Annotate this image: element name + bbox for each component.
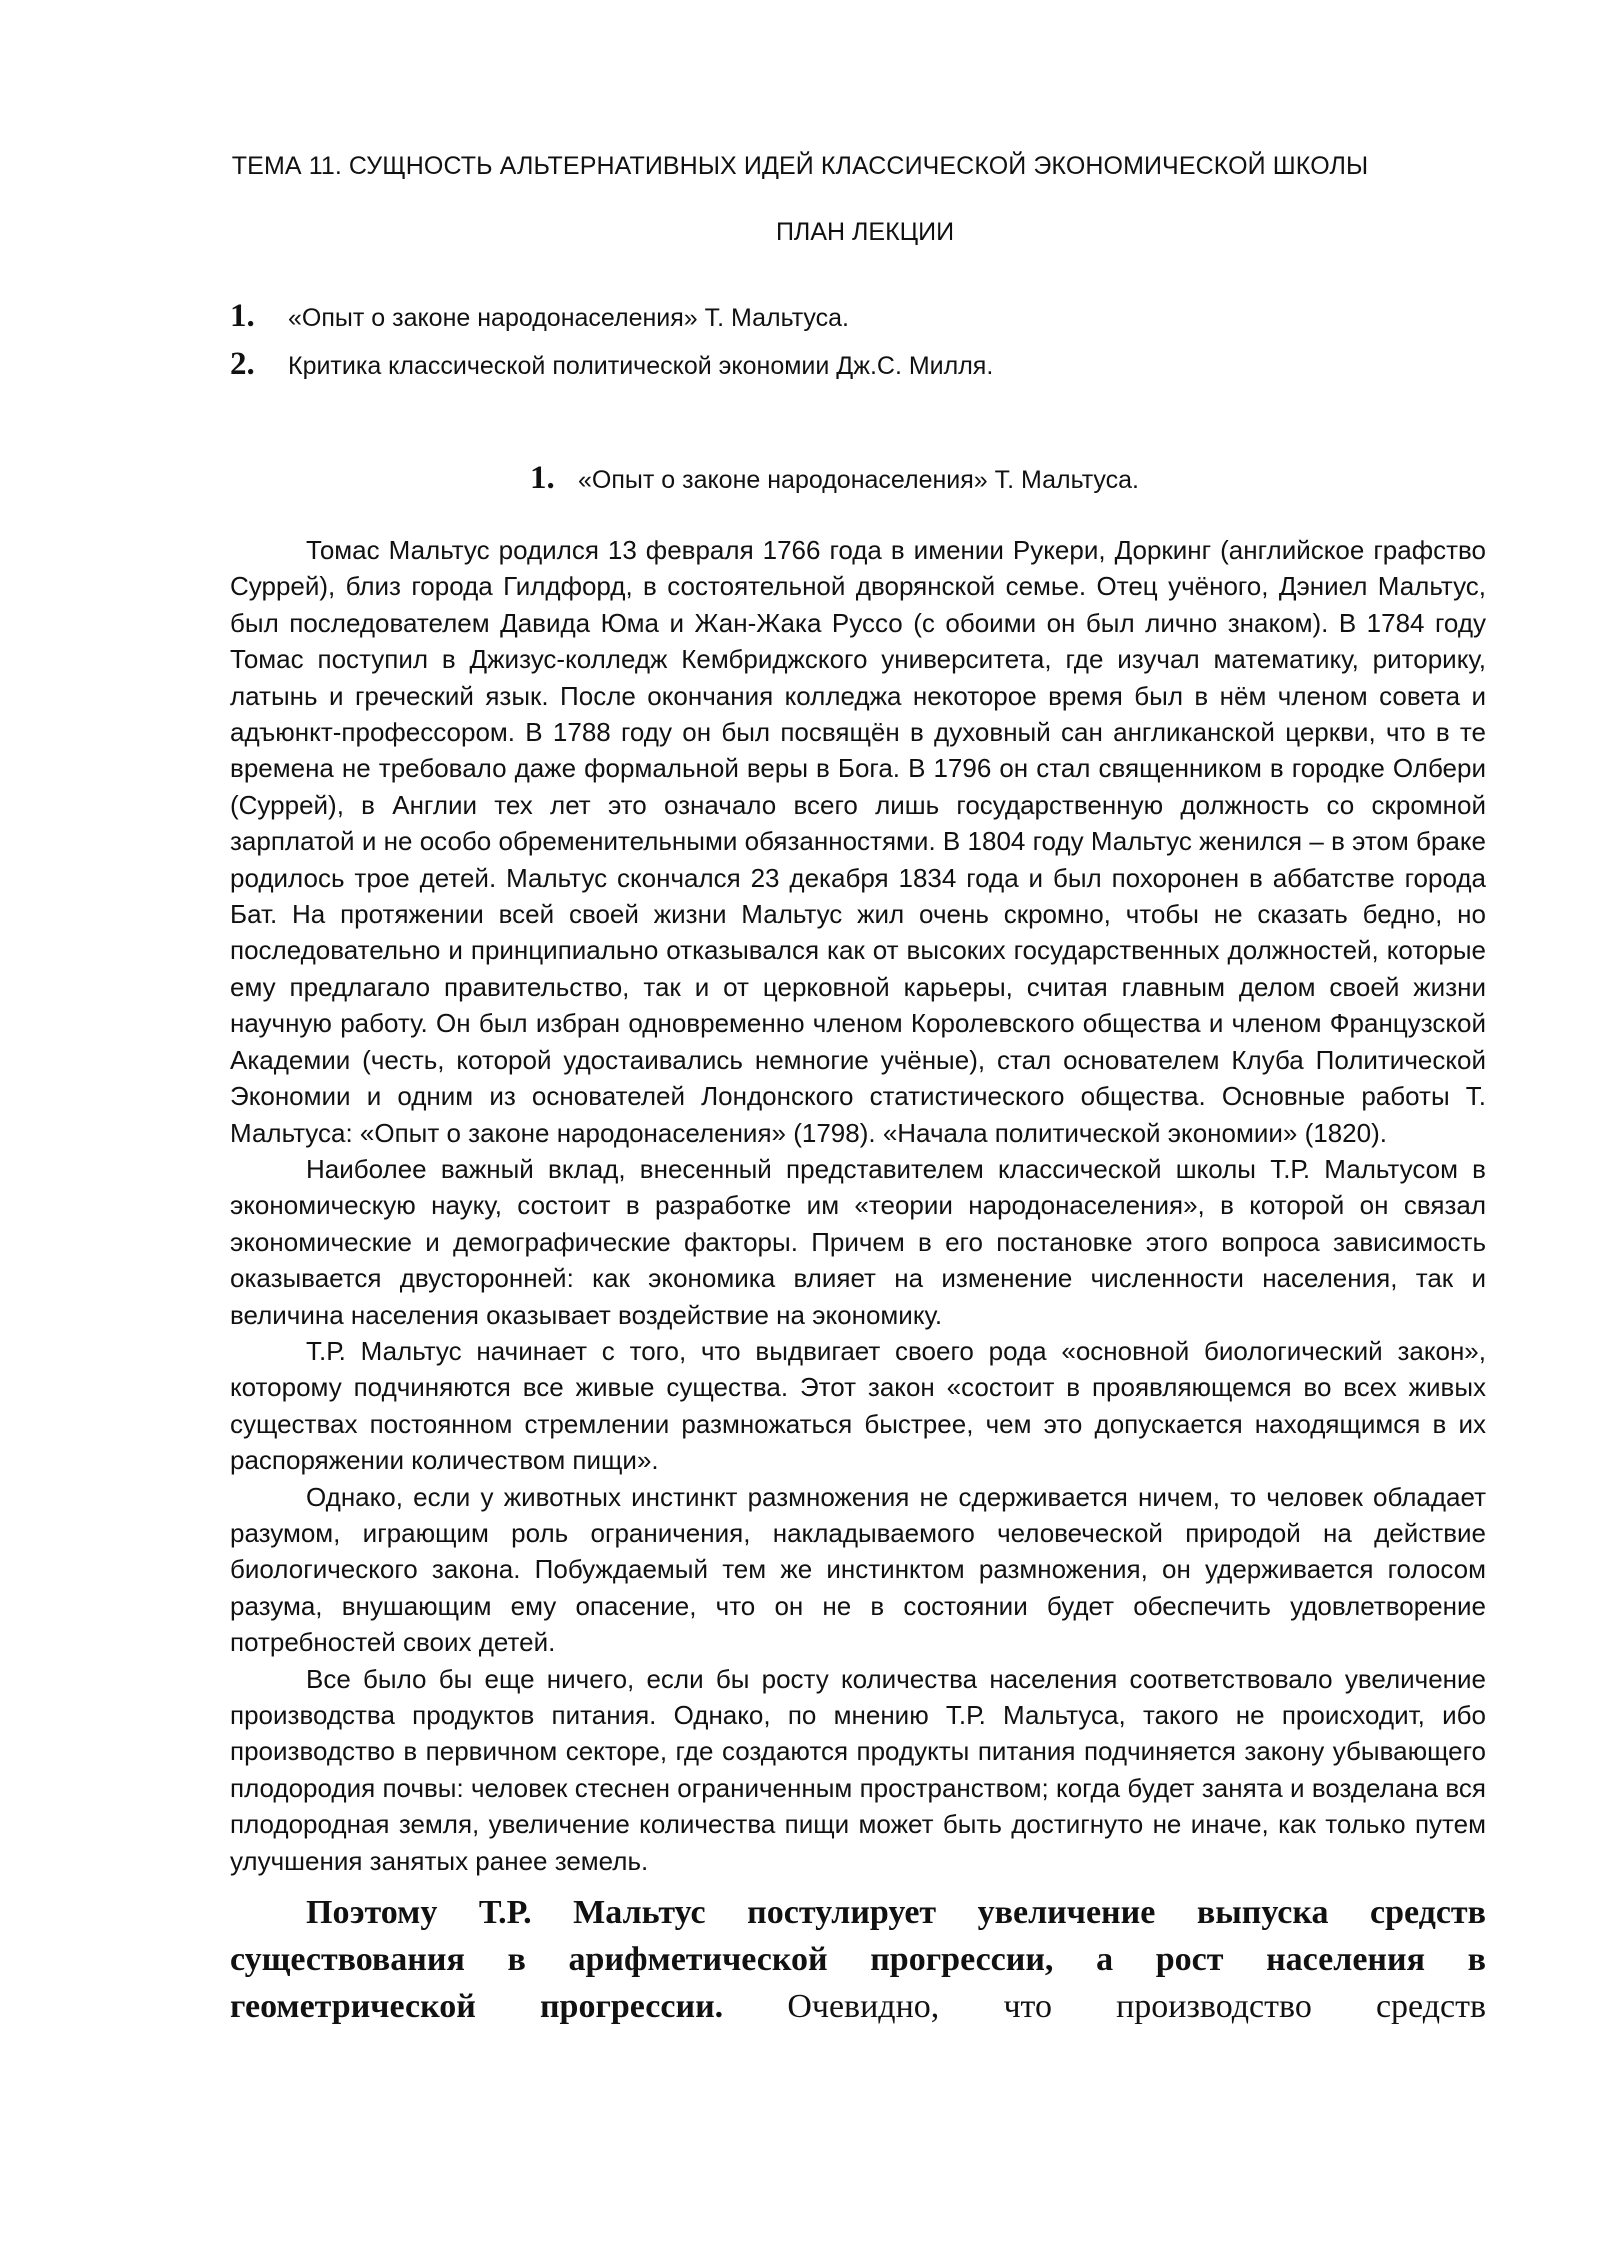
lecture-plan-heading: ПЛАН ЛЕКЦИИ	[775, 218, 955, 246]
body-paragraph: Наиболее важный вклад, внесенный представителем классической школы Т.Р. Мальтусом в экономическую науку, состоит в разработке им «теории народонаселения», в которой он связал экономические и демографические факторы. Причем в его постановке этого вопроса зависимость оказывается двусторонней: как экономика влияет на изменение численности населения, так и величина населения оказывает воздействие на экономику.	[230, 1153, 1486, 1330]
document-title: ТЕМА 11. СУЩНОСТЬ АЛЬТЕРНАТИВНЫХ ИДЕЙ КЛАССИЧЕСКОЙ ЭКОНОМИЧЕСКОЙ ШКОЛЫ	[231, 152, 1369, 180]
section-title: «Опыт о законе народонаселения» Т. Мальтуса.	[578, 466, 1139, 494]
body-paragraph: Однако, если у животных инстинкт размножения не сдерживается ничем, то человек обладает разумом, играющим роль ограничения, накладываемого человеческой природой на действие биологического закона. Побуждаемый тем же инстинктом размножения, он удерживается голосом разума, внушающим ему опасение, что он не в состоянии будет обеспечить удовлетворение потребностей своих детей.	[230, 1481, 1486, 1658]
plan-item-number: 1.	[230, 298, 255, 334]
emphasis-bold-text: Поэтому Т.Р. Мальтус постулирует увеличение выпуска средств существования в арифметической прогрессии, а рост населения в геометрической прогрессии.	[230, 1894, 1486, 2026]
plan-item-number: 2.	[230, 346, 255, 382]
lecture-plan-list	[230, 298, 1480, 394]
body-paragraph: Томас Мальтус родился 13 февраля 1766 года в имении Рукери, Доркинг (английское графство Суррей), близ города Гилдфорд, в состоятельной дворянской семье. Отец учёного, Дэниел Мальтус, был последователем Давида Юма и Жан-Жака Руссо (с обоими он был лично знаком). В 1784 году Томас поступил в Джизус-колледж Кембриджского университета, где изучал математику, риторику, латынь и греческий язык. После окончания колледжа некоторое время был в нём членом совета и адъюнкт-профессором. В 1788 году он был посвящён в духовный сан англиканской церкви, что в те времена не требовало даже формальной веры в Бога. В 1796 он стал священником в городке Олбери (Суррей), в Англии тех лет это означало всего лишь государственную должность со скромной зарплатой и не особо обременительными обязанностями. В 1804 году Мальтус женился – в этом браке родилось трое детей. Мальтус скончался 23 декабря 1834 года и был похоронен в аббатстве города Бат. На протяжении всей своей жизни Мальтус жил очень скромно, чтобы не сказать бедно, но последовательно и принципиально отказывался как от высоких государственных должностей, которые ему предлагало правительство, так и от церковной карьеры, считая главным делом своей жизни научную работу. Он был избран одновременно членом Королевского общества и членом Французской Академии (честь, которой удостаивались немногие учёные), стал основателем Клуба Политической Экономии и одним из основателей Лондонского статистического общества. Основные работы Т. Мальтуса: «Опыт о законе народонаселения» (1798). «Начала политической экономии» (1820).	[230, 535, 1486, 1148]
body-paragraph: Все было бы еще ничего, если бы росту количества населения соответствовало увеличение производства продуктов питания. Однако, по мнению Т.Р. Мальтуса, такого не происходит, ибо производство в первичном секторе, где создаются продукты питания подчиняется закону убывающего плодородия почвы: человек стеснен ограниченным пространством; когда будет занята и возделана вся плодородная земля, увеличение количества пищи может быть достигнуто не иначе, как только путем улучшения занятых ранее земель.	[230, 1663, 1486, 1876]
plan-item-text: «Опыт о законе народонаселения» Т. Мальтуса.	[288, 304, 849, 332]
emphasis-regular-text: Очевидно, что производство средств	[723, 1988, 1486, 2026]
section-number: 1.	[530, 460, 555, 496]
plan-item-text: Критика классической политической экономии Дж.С. Милля.	[288, 352, 994, 380]
section-heading	[530, 460, 1139, 497]
document-body	[230, 532, 1486, 2030]
plan-item	[230, 298, 1480, 346]
emphasis-paragraph	[230, 1889, 1486, 2030]
body-paragraph: Т.Р. Мальтус начинает с того, что выдвигает своего рода «основной биологический закон», которому подчиняются все живые существа. Этот закон «состоит в проявляющемся во всех живых существах постоянном стремлении размножаться быстрее, чем это допускается находящимся в их распоряжении количеством пищи».	[230, 1335, 1486, 1476]
plan-item	[230, 346, 1480, 394]
